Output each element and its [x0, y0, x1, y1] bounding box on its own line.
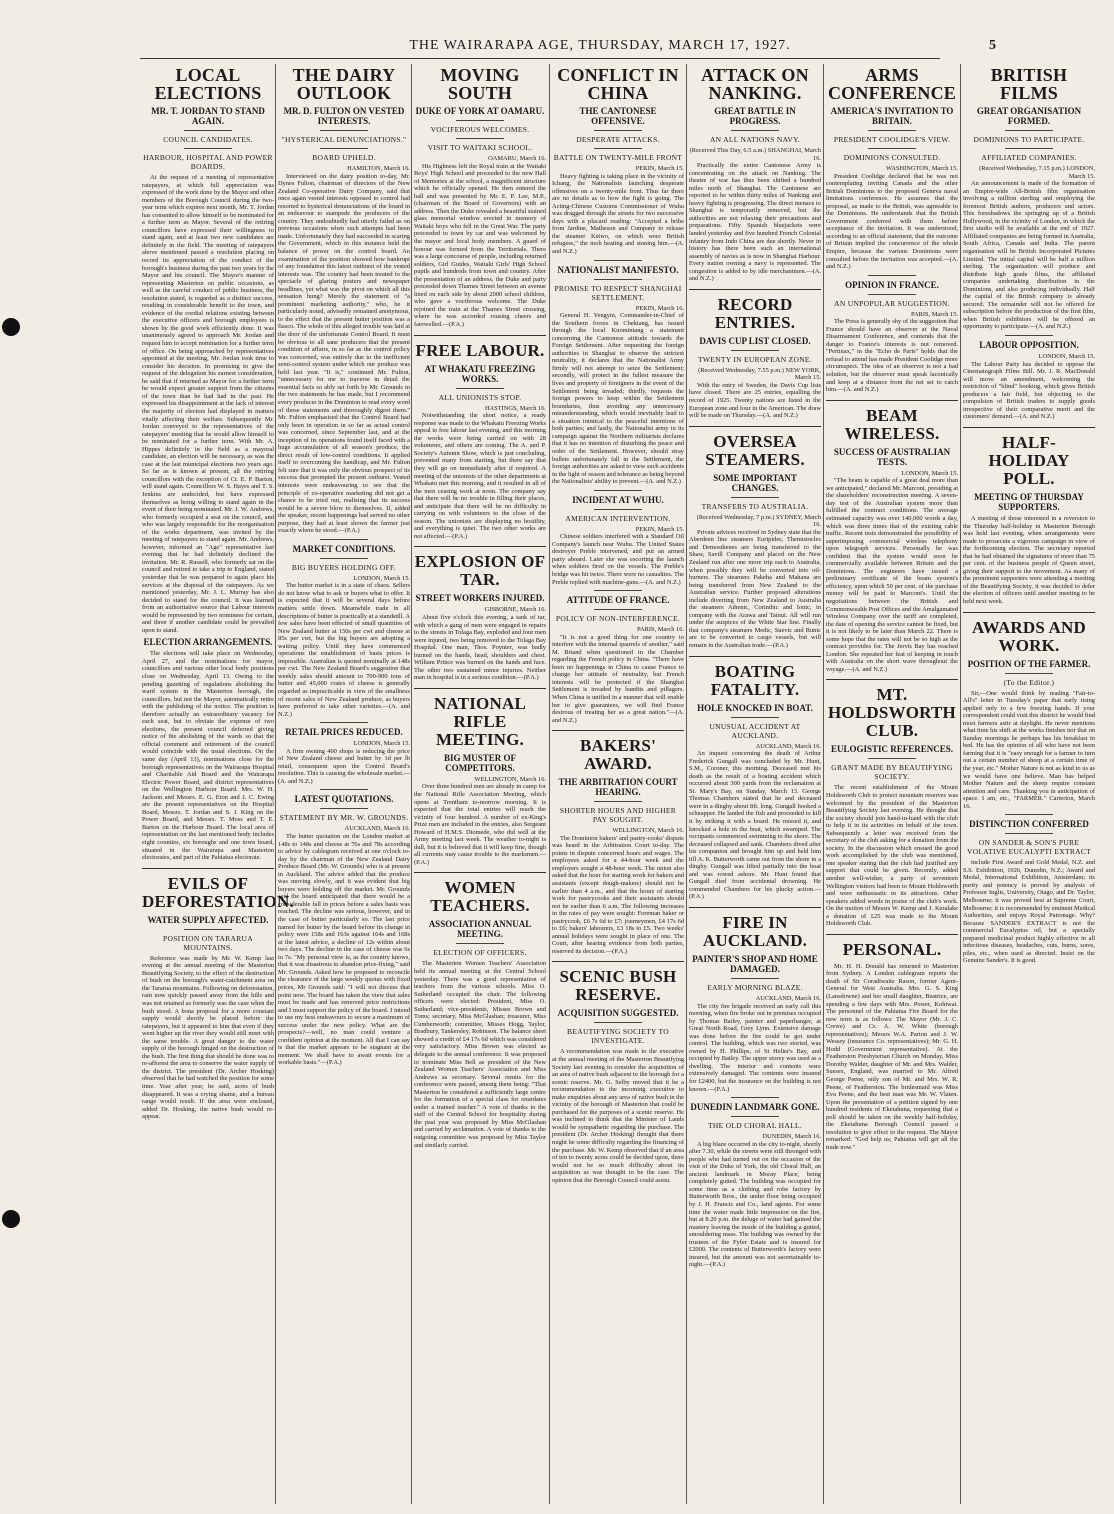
subheadline: DUKE OF YORK AT OAMARU. — [415, 106, 545, 116]
subheadline: "HYSTERICAL DENUNCIATIONS." — [281, 135, 407, 144]
subheadline: COUNCIL CANDIDATES. — [163, 135, 253, 144]
subhead-divider — [731, 497, 779, 498]
column-rule — [411, 64, 412, 1504]
article-body: Practically the entire Cantonese Army is concentrating on the attack on Nanking. The theatre of war has thus been shifted a hundred miles north of Shanghai. The Cantonese are reported to be within thirty miles of Nanking and heavy fighting is progressing. The direct menace to Shanghai is temporarily removed, but the authorities are not relaxing their precautions and preparations. Fifty Spanish bluejackets were landed yesterday and five hundred French Colonial infantry from Indo China are due shortly. Never in history has there been such an international assembly of navies as is now in Shanghai Harbour. Every nation owning a navy is represented. The congestion is added to by idle merchantmen.—(A. and N.Z.) — [689, 162, 821, 283]
subheadline: ELECTION ARRANGEMENTS. — [143, 637, 273, 648]
subheadline: TWENTY IN EUROPEAN ZONE. — [698, 354, 812, 364]
dateline: PARIS, March 15. — [911, 310, 958, 318]
subheadline: POSITION OF THE FARMER. — [967, 658, 1091, 669]
subhead-divider — [594, 148, 642, 149]
dateline: (Received Wednesday, 7 p.m.) SYDNEY, March 16. — [696, 513, 821, 529]
article-body: With the entry of Sweden, the Davis Cup lists have closed. There are 25 entries, equalling the record of 1925. Twenty nations are listed in the European zone and four in the American. The draw will be made on Thursday.—(A. and N.Z.) — [689, 381, 821, 420]
article — [689, 656, 821, 901]
subheadline: EARLY MORNING BLAZE. — [707, 983, 803, 992]
article-body: General H. Yengyin, Commander-in-Chief of the Southern forces in Chekiang, has issued through the local Kuomintang a statement concerning the Cantonese attitude towards the Foreign Settlement. After requesting the foreign authorities in Shanghai to observe the strictest neutrality, it declares that the Nationalist Army firmly will not attempt to seize the Settlement; secondly, will protect in the fullest measure the lives and property of foreigners in the event of the Settlement being invaded; thirdly, requests the foreign powers to keep within the Settlement boundaries, thus avoiding any unnecessary misunderstanding, which would inevitably lead to a situation inimical to the peaceful intentions of both parties; and lastly, the Nationalist army in its campaign against the Northern militarists declares that it has no intention of disturbing the peace and order of the Settlement. However, should stray bullets unfortunately fall in the Settlement, the foreign authorities are asked to view such accidents in the light of reason and tolerance as being beyond the Nationalists' ability to prevent.—(A. and N.Z.) — [552, 312, 684, 486]
subheadline: ATTITUDE OF FRANCE. — [566, 595, 670, 606]
article — [414, 335, 546, 541]
subheadline: SHORTER HOURS AND HIGHER PAY SOUGHT. — [559, 806, 677, 825]
article — [414, 688, 546, 867]
article-divider — [689, 907, 821, 908]
headline: AWARDS AND WORK. — [972, 617, 1086, 655]
dateline: (Received Wednesday, 7.55 p.m.) NEW YORK, March 15. — [698, 366, 821, 382]
article-body: The city fire brigade received an early call this morning, when fire broke out in premises occupied by Thomas Bailey, painter and paperhanger, at Great North Road, Grey Lynn. Extensive damage was done before the fire could be got under control. The building, which was two storied, was owned by H. Phillips, of St Helier's Bay, and occupied by Bailey. The upper storey was used as a dwelling. The interior and contents were extensively damaged. The contents were insured for £2400, but the insurance on the building is not known.—(P.A.) — [689, 1002, 821, 1093]
subheadline: EULOGISTIC REFERENCES. — [830, 744, 954, 755]
article — [552, 730, 684, 955]
article-body: A recommendation was made to the executive at the annual meeting of the Masterton Beautifying Society last evening to consider the acquisition of an area of native bush adjacent to the borough for a scenic reserve. Mr. G. Selby moved that it be a recommendation to the incoming executive to make enquiries about any area of native bush in the vicinity of the borough of Masterton that could be purchased for the purposes of a scenic reserve. He was inclined to think that the Minister of Lands would be sympathetic regarding the purchase. The president (Dr. Archer Hosking) thought that there might be some difficulty regarding the financing of the purchase. Mr. W. Kemp observed that if an area of ten to twenty acres could be decided upon, there would not be so much difficulty about its acquisition as was thought to be the case. The opinion that the Borough Council could assist. — [552, 1048, 684, 1184]
article — [552, 260, 684, 486]
dateline: AUCKLAND, March 16. — [755, 742, 821, 750]
article — [142, 66, 274, 862]
headline: ATTACK ON NANKING. — [701, 65, 809, 103]
subheadline: DOMINIONS CONSULTED. — [843, 153, 941, 162]
section-divider — [594, 260, 642, 261]
dateline: PEKIN, March 15. — [635, 525, 684, 533]
dateline: WASHINGTON, March 15. — [886, 165, 958, 172]
subhead-divider — [731, 978, 779, 979]
subhead-divider — [456, 388, 504, 389]
subheadline: THE ARBITRATION COURT HEARING. — [558, 777, 678, 798]
article-divider — [552, 730, 684, 731]
article — [826, 275, 958, 394]
subheadline: HOLE KNOCKED IN BOAT. — [697, 702, 813, 713]
subhead-divider — [184, 929, 232, 930]
dateline: HAMILTON, March 16. — [347, 165, 410, 172]
subhead-divider — [594, 1022, 642, 1023]
masthead — [0, 38, 1114, 60]
dateline: WELLINGTON, March 16. — [612, 827, 684, 835]
subheadline: ALL UNIONISTS STOP. — [438, 392, 522, 402]
subheadline: AFFILIATED COMPANIES. — [981, 153, 1077, 162]
subheadline: POSITION ON TARARUA MOUNTAINS. — [163, 933, 253, 952]
article — [963, 427, 1095, 606]
subheadline: BIG MUSTER OF COMPETITORS. — [443, 752, 516, 773]
article — [689, 426, 821, 650]
headline: BRITISH FILMS — [990, 65, 1068, 103]
article-body: Reference was made by Mr. W. Kemp last evening at the annual meeting of the Masterton Beautifying Society, to the effect of the destruction of bush on the borough's water-catchment area on the Tararua mountains. Following on deforestation, rain now quickly passed away from the hills and was not retained as formerly was the case when the bush stood. A bona proposal for a more constant supply would shortly be placed before the ratepayers, but it appeared to him that even if they went higher up the river they would still meet with the same trouble. A great danger to the water supply of the borough hinged on the destruction of the bush. The first thing that should be done was to re-afforest the area to conserve the water supply of the district. The president (Dr. Archer Hosking) observed that he had watched the position for some time. Year after year, he said, acres of bush disappeared. It was a crying shame, and a bureau range would result. If the area were enclosed, added Dr. Hosking, the native bush would re-appear. — [142, 954, 274, 1121]
headline: EXPLOSION OF TAR. — [414, 552, 546, 590]
subheadline: MEETING OF THURSDAY SUPPORTERS. — [974, 491, 1084, 512]
article-body: Interviewed on the dairy position to-day, Mr. Dynes Fulton, chairman of directors of the New Zealand Co-operative Dairy Company, said that once again vested interests opposed to control had resorted to hysterical denunciations of the board in an endeavour to stampede the producers of the country. They undoubtedly had utterly failed as on previous occasions when such attempts had been made. Unfortunately they had succeeded in scaring the Government, which in this instance held the balance of power on the control board. An examination of the position showed how bankrupt of any foundation this latest outburst of the vested interests was. The country had been treated to the spectacle of glaring posters and newspaper headlines, yet what was the pivot on which all this sensation hung? Merely the statement of "a prominent marketing authority," who, be it particularly noted, advisedly remained anonymous, to the effect that the present butter position was a fiasco. The whole of this alleged trouble was laid at the door of the unfortunate Control Board. It must be obvious to all sane producers that the present condition of affairs, in so far as the control policy was concerned, was entirely due to the inefficient semi-control system under which our produce was held last year. "It is," continued Mr. Fulton, "unnecessary for me to traverse in detail the essential facts so ably set forth by Mr. Grounds in the two statements he has made, but I recommend every producer in the Dominion to read every word of those statements and thoroughly digest them." Mr. Fulton emphasised that the Control Board had only been in operation in so far as actual control was concerned, since September last, and at the inception of its operations found itself faced with a huge accumulation of all season's produce, the direct result of low-control conditions. It applied itself to overcoming the handicap, and Mr. Fulton felt sure that it was only the obvious prospect of its success that prompted the present outburst. Vested interests were endeavouring to see that the principle of co-operative marketing did not get a chance to be tried out, realising that its success would be a severe blow to themselves. If, added the speaker, recent happenings had served no other purpose, they had at least shown the farmer just exactly where he stood.—(P.A.) — [278, 172, 410, 535]
subhead-divider — [320, 130, 368, 131]
dateline: WELLINGTON, March 16. — [474, 775, 546, 783]
article — [963, 612, 1095, 811]
subheadline: THE CANTONESE OFFENSIVE. — [579, 106, 657, 126]
article — [826, 400, 958, 674]
headline: ARMS CONFERENCE — [827, 65, 956, 103]
article-divider — [142, 868, 274, 869]
subheadline: DISTINCTION CONFERRED — [969, 819, 1089, 830]
section-divider — [1005, 814, 1053, 815]
article — [414, 872, 546, 1149]
subhead-divider — [1005, 148, 1053, 149]
article-body: The elections will take place on Wednesday, April 27, and the nominations for mayor, councillors and various other local body positions close on Wednesday, April 13. Owing to the pending gazetting of regulations abolishing the ward system in the Masterton borough, the councillors, but not the Mayor, automatically retire with the publishing of the notice. The position is therefore actually an extraordinary vacancy for each seat, but to obviate the expense of two elections, the present council deferred giving notice of the abolishing of the wards so that the official comment and retirement of the council would coincide with the usual elections. On the same day (April 13), nominations close for the borough representatives on the Wairarapa Hospital and Charitable Aid Board and the Wairarapa Electric Power Board, and district representatives on the Wellington Harbour Board. Mrs. W. H. Jackson and Messrs. E. G. Eton and J. C. Ewing are the present representatives on the Hospital Board, Messrs. T. Jordan and S. J. King on the Power Board, and Messrs. T. Moss and T. E. Barton on the Harbour Board. The local area of representation on the last mentioned body includes eight counties, six boroughs and one town board, situated in the Wairarapa and Masterton electorates, and part of the Pahiatua electorate. — [142, 650, 274, 862]
binding-hole — [2, 318, 20, 336]
subhead-divider — [731, 350, 779, 351]
section-divider — [731, 1097, 779, 1098]
column-4 — [552, 64, 684, 1508]
section-divider — [594, 590, 642, 591]
masthead-title: THE WAIRARAPA AGE, THURSDAY, MARCH 17, 1927. — [409, 38, 791, 53]
subheadline: GREAT ORGANISATION FORMED. — [976, 106, 1082, 126]
article-body: The butter quotation on the London market at 148s to 148s and cheese at 76s and 78s according to advice by cablegram received at one o'clock to-day by the chairman of the New Zealand Dairy Produce Board (Mr. W. Grounds) who is at present in Auckland. The advice added that the produce was moving slowly, and it was evident that big buyers were holding off the market. Mr. Grounds said the board anticipated that there would be a considerable fall in prices before a sales basis was reached. The decline was serious, however, and in the case of butter particularly so. The last price named for butter by the board before its change in policy were 158s and 163s against 164s and 168s at the latest advice, a decline of 12s within about two days. The decline in the case of cheese was 6s to 7s. "My personal view is, as the country knows, that it was disastrous to abandon price-fixing," said Mr. Grounds. Asked how he proposed to reconcile the clearance of the large weekly quotas with fixed prices, Mr Grounds said: "I will not discuss that point now. The board has taken the view that sales must be made and has removed price restrictions and I must support the policy of the board. I intend to use my best endeavours to secure a maximum of success under the new policy. What are the prospects?—well, no man could venture a confident opinion at the moment. All that I can say is that the market appears to be stagnant at the moment. We shall have to await events for a workable basis."—(P.A.) — [278, 833, 410, 1067]
column-rule — [686, 64, 687, 1504]
subheadline: (To the Editor.) — [1003, 677, 1055, 687]
headline: FIRE IN AUCKLAND. — [702, 913, 808, 950]
article — [552, 490, 684, 586]
subhead-divider — [594, 279, 642, 280]
subheadline: BOARD UPHELD. — [312, 153, 376, 162]
headline: MOVING SOUTH — [440, 65, 520, 103]
headline: RECORD ENTRIES. — [714, 294, 796, 332]
subheadline: MR. D. FULTON ON VESTED INTERESTS. — [283, 106, 405, 126]
headline: LOCAL ELECTIONS — [154, 65, 262, 103]
article-divider — [552, 961, 684, 962]
binding-hole — [2, 1210, 20, 1228]
subheadline: AN UNPOPULAR SUGGESTION. — [834, 298, 950, 308]
article-divider — [689, 426, 821, 427]
article — [689, 66, 821, 283]
subheadline: ON SANDER & SON'S PURE VOLATIVE EUCALYPTI EXTRACT — [966, 838, 1092, 857]
article — [826, 66, 958, 271]
subheadline: AMERICA'S INVITATION TO BRITAIN. — [830, 106, 954, 126]
article-divider — [689, 656, 821, 657]
article — [414, 546, 546, 681]
column-6 — [826, 64, 958, 1508]
article-body: include First Award and Gold Medal, N.Z. and S.S. Exhibition, 1926, Dunedin, N.Z.; Award and Medal, International Exhibition, Amsterdam; its purity and potency is proved by analysis of Professor Inglis, University, Otago, and Dr. Taylor, Melbourne; it was proved best at Supreme Court, Melbourne; it is recommended by eminent Medical Authorities, and enjoys Royal Patronage. Why? Because SANDER'S EXTRACT is not the commercial Eucalyptus oil, but a specially prepared medicinal product highly effective in all infectious diseases, headaches, cuts, burns, sores, piles, etc., when used as directed. Insist on the Genuine Sander's. It is good. — [963, 859, 1095, 965]
subhead-divider — [456, 138, 504, 139]
column-7 — [963, 64, 1095, 1508]
subheadline: LABOUR OPPOSITION. — [979, 340, 1079, 351]
headline: NATIONAL RIFLE MEETING. — [434, 693, 526, 749]
masthead-rule — [140, 58, 940, 59]
subheadline: THE OLD CHORAL HALL. — [707, 1121, 803, 1131]
subhead-divider — [594, 609, 642, 610]
headline: MT. HOLDSWORTH CLUB. — [828, 685, 956, 741]
subheadline: MR. T. JORDAN TO STAND AGAIN. — [151, 106, 265, 126]
subhead-divider — [594, 130, 642, 131]
subheadline: SUCCESS OF AUSTRALIAN TESTS. — [833, 446, 951, 467]
article-body: The Masterton Women Teachers' Association held its annual meeting at the Central School yesterday. There was a good representation of teachers from the various schools. Miss O. Sutherland occupied the chair. The following officers were elected: President, Miss O. Sutherland; vice-presidents, Misses Brown and Toms; secretary, Miss McGlashan; treasurer, Miss Cumberworth; committee, Misses Hogg, Taylor, Bradbury, Tankersley, Robinson. The balance sheet showed a credit of £4 17s 6d which was considered very satisfactory. Miss Brown was elected as delegate to the annual conference. It was proposed to nominate Miss Bell as president of the New Zealand Women Teachers' Association and Miss Andrews as secretary. Several remits for the conference were passed, among them being: "That Masterton be considered a sufficiently large centre for the formation of a special class for retardates under a trained teacher." A vote of thanks to the staff of the Central School for hospitality during the past year was proposed by Miss McGlashan and carried by acclamation. A vote of thanks to the outgoing committee was proposed by Miss Taylor and similarly carried. — [414, 960, 546, 1149]
subhead-divider — [594, 801, 642, 802]
article — [414, 66, 546, 329]
dateline: DUNEDIN, March 16. — [762, 1133, 821, 1141]
headline: WOMEN TEACHERS. — [430, 878, 530, 916]
article — [552, 66, 684, 256]
article-body: An announcement is made of the formation of an Empire-wide All-British film organisation involving a million sterling and employing the foremost British authors, producers and actors. This foreshadows the springing up of a British Hollywood, in the vicinity of London, in which the first studio will be available at the end of 1927. Affiliated companies are being formed in Australia, South Africa, Canada and India. The parent organisation will be British Incorporated Pictures Limited. The initial capital will be half a million sterling. The organisation will produce and distribute high grade films, the affiliated companies undertaking distribution in the Dominions, and also producing individually. Half the capital of the British company is already secured. The remainder will not be offered for subscription before the production of the first film, when British exhibitors will be offered an opportunity to participate.—(A. and N.Z.) — [963, 180, 1095, 331]
page-number: 5 — [989, 38, 996, 53]
article — [142, 868, 294, 1121]
article — [826, 934, 958, 1152]
subheadline: DESPERATE ATTACKS. — [576, 135, 660, 144]
headline: FREE LABOUR. — [415, 340, 545, 360]
subheadline: POLICY OF NON-INTERFERENCE. — [555, 614, 681, 624]
article-divider — [826, 934, 958, 935]
article-divider — [826, 679, 958, 680]
subhead-divider — [184, 130, 232, 131]
article-body: The Dominion bakers' and pastry-cooks' dispute was heard in the Arbitration Court to-day. The points in dispute concerned hours and wages. The employees asked for a 44-hour week and the employers sought a 48-hour week. The union also asked that the hour for starting work for bakers and assistants (except dough-makers) should not be earlier than 4 a.m., and that the hours of starting work for pastrycooks and their assistants should not be earlier than 6 a.m. The following increases in the rates of pay were sought: Foreman baker or pastrycook, £6 7s 6d to £7; journeymen, £4 17s 6d to £6; bakers' labourers, £3 18s to £5. Two weeks' annual holidays were sought in place of one. The Court, after hearing evidence from both parties, reserved its decision.—(P.A.) — [552, 834, 684, 955]
subhead-divider — [456, 943, 504, 944]
article-divider — [414, 546, 546, 547]
article — [963, 814, 1095, 965]
subhead-divider — [731, 130, 779, 131]
article — [689, 907, 821, 1093]
subheadline: BATTLE ON TWENTY-MILE FRONT — [553, 153, 683, 162]
subhead-divider — [1005, 673, 1053, 674]
subhead-divider — [731, 717, 779, 718]
article-body: A big blaze occurred in the city to-night, shortly after 7.30, while the streets were still thronged with people who had turned out on the occasion of the visit of the Duke of York, the old Choral Hall, an ancient landmark in Moray Place, being completely gutted. The building was occupied for some time as a clothing and robe factory by Butterworth Bros., the under floor being occupied by J. H. Francis and Co., land agents. For some time the water made little impression on the fire, but at 8.20 p.m. the deluge of water had gained the mastery leaving the inside of the building a gutted, smouldering mass. The building was owned by the trustees of the Fyfer Estate and is insured for £2000. The contents of Butterworth's factory were insured, but the amount was not ascertainable to-night.—(P.A.) — [689, 1140, 821, 1269]
column-1 — [142, 64, 294, 1508]
subheadline: RETAIL PRICES REDUCED. — [285, 727, 403, 738]
column-2 — [278, 64, 410, 1508]
section-divider — [320, 539, 368, 540]
dateline: (Received Wednesday, 7.15 p.m.) LONDON, March 15. — [979, 165, 1095, 180]
headline: OVERSEA STEAMERS. — [705, 431, 805, 469]
article-body: Over three hundred men are already in camp for the National Rifle Association Meeting, which opens at Trentham to-morrow morning. It is expected that the total entries will reach the vicinity of four hundred. A number of ex-King's Prize men are included in the entries, also Sergeant Howard of H.M.S. Diomede, who did well at the Army meeting last week. The weather to-night is dull, but it is believed that it will keep fine, though all currents may cause trouble to the marksmen.—(P.A.) — [414, 783, 546, 866]
article-divider — [963, 612, 1095, 613]
article-body: Private advices received in Sydney state that the Aberdeen line steamers Euripides, Themistocles and Demosthenes are being transferred to the Shaw, Savill Company and placed on the New Zealand run after one more trip each to Australia, when possibly they will be converted into oil-burners. The steamers Pakeha and Mahana are being transferred from New Zealand to the Australian service. Further proposed alterations include diverting from New Zealand to Australia the steamers Athenic, Corinthic and Ionic, in company with the Arawa and Tainui. All will run under the auspices of the White Star line. Finally that company's steamers Medic, Suevic and Runic are to be converted to cargo vessels, but will remain in the Australian trade.—(P.A.) — [689, 528, 821, 649]
headline: SCENIC BUSH RESERVE. — [559, 967, 677, 1005]
subhead-divider — [456, 120, 504, 121]
subhead-divider — [320, 558, 368, 559]
subheadline: AT WHAKATU FREEZING WORKS. — [424, 363, 536, 384]
subheadline: ELECTION OF OFFICERS. — [433, 948, 527, 958]
dateline: LONDON, March 15. — [353, 740, 410, 748]
subheadline: STATEMENT BY MR. W. GROUNDS. — [279, 813, 409, 823]
subheadline: AN ALL NATIONS NAVY. — [709, 135, 801, 144]
dateline: PEKIN, March 15. — [635, 165, 684, 172]
subheadline: VISIT TO WAITAKI SCHOOL. — [427, 143, 533, 152]
article-divider — [963, 427, 1095, 428]
subheadline: UNUSUAL ACCIDENT AT AUCKLAND. — [709, 721, 801, 740]
column-3 — [414, 64, 546, 1508]
dateline: AUCKLAND, March 16. — [755, 995, 821, 1002]
article-body: "The beam is capable of a great deal more than we anticipated," declared Mr. Marconi, presiding at the shareholders' reconstruction meeting. A seven-day test of the Australian system more than fulfilled the contract conditions. The average estimated capacity was over 140,000 words a day, which was three times that of the existing cable traffic. Recent tests demonstrated the possibility of superimposing commercial wireless telephony upon telegraph services. Personally he was confident that the system would soon be commercially available between Britain and the Dominions. The engineers have issued a preliminary certificate of the beam system's efficiency, upon which 50 per cent. of the purchase money will be paid to Marconi's. Until the negotiations between the British and Commonwealth Post Offices and the Amalgamated Wireless Company over the tariff are completed, the date of opening the service cannot be fixed, but it is not likely to be later than March 22. There is some hope that the rates will not be so high as the contract provides for. The Jervis Bay has reached London. She repeated her feat of keeping in touch with Australia on the short wave throughout the voyage.—(A. and N.Z.) — [826, 477, 958, 673]
dateline: LONDON, March 15. — [1038, 353, 1095, 361]
subheadline: LATEST QUOTATIONS. — [294, 794, 394, 805]
dateline: HASTINGS, March 16. — [484, 404, 546, 412]
article-body: Heavy fighting is taking place in the vicinity of Ichang, the Nationalists launching desperate offensives on a twenty-mile front. Thus far there are no details as to how the fight is going. The Acting-Chinese Customs Commissioner of Wuhu was dragged through the streets for two successive days with a placard reading: "Accepted a bribe from Jardine, Matheson and Company to release the steamer Ketwo, on which were British refugees," the mob beating and stoning him.—(A. and N.Z.) — [552, 172, 684, 256]
headline: EVILS OF DEFORESTATION. — [142, 873, 294, 911]
article-divider — [826, 400, 958, 401]
article — [826, 679, 958, 927]
article-divider — [414, 335, 546, 336]
article-divider — [689, 289, 821, 290]
dateline: AUCKLAND, March 16. — [344, 825, 410, 833]
headline: BEAM WIRELESS. — [844, 405, 940, 443]
subheadline: SOME IMPORTANT CHANGES. — [713, 472, 797, 493]
dateline: LONDON, March 15. — [901, 469, 958, 477]
dateline: OAMARU, March 16. — [488, 155, 546, 162]
article-body: President Coolidge declared that he was not contemplating inviting Canada and the other British Dominions to the proposed Geneva naval limitations conference. He assumes that the proposal, as made to the British, was agreeable to the Dominions. He understands that the British Government conferred with them before acceptance of the invitation. It was understood, according to an official statement, that the outcome of Britain implied the concurrence of the whole Empire, because the various Dominions were consulted before the invitation was accepted.—(A. and N.Z.) — [826, 172, 958, 271]
subhead-divider — [1005, 130, 1053, 131]
article — [689, 1097, 821, 1269]
headline: BOATING FATALITY. — [710, 661, 800, 699]
article — [689, 289, 821, 420]
article-body: The Labour Party has decided to oppose the Cinematograph Films Bill. Mr. J. R. MacDonald will move an amendment, welcoming the restriction of "blind" booking, which gives British producers a fair field, but objecting to the compulsion of British traders to supply goods irrespective of their comparative merit and the customers' demand.—(A. and N.Z.) — [963, 360, 1095, 421]
column-5 — [689, 64, 821, 1508]
article-body: "It is not a good thing for one country to interfere with the internal quarrels of another," said M. Briand when questioned in the Chamber regarding the French policy in China. "There have been no happenings in China to cause France to change her attitude of neutrality, but French interests will be protected if the Shanghai Settlement is invaded by bandits and pillagers. When China is unified in a manner that will enable her to give guarantees, we will find France desirous of treating her as a great nation."—(A. and N.Z.) — [552, 633, 684, 724]
section-divider — [1005, 335, 1053, 336]
article-body: About five o'clock this evening, a tank of tar, with which a gang of men were engaged in repairs to the streets in Tolaga Bay, exploded and four men were injured, two being removed to the Tolaga Bay Hospital. One man, Thos. Poynter, was badly burned on the hands, head, shoulders and chest. William Prince was burned on the hands and face. The other two sustained minor injuries. Neither man in hospital is in a serious condition.—(P.A.) — [414, 613, 546, 682]
article-body: Sir,—One would think by reading "Fair-to-All's" letter in Tuesday's paper that early rising applied only to a few freezing hands. If your correspondent could visit this district he would find most farmers astir at daylight. He never mentions what time his shift at the works finishes nor that on Sunday mornings he perhaps has his breakfast in bed. He has the opinion of all who have not been farming that it is "easy enough for a farmer to turn out a certain number of sheep at a certain time of the year, etc." Mother Nature is not as kind to us as we would have one believe. Man has helped Mother Nature and the sheep require constant attention and care. Thanking you in anticipation of space. I am, etc., "FARMER." Carterton, March 16. — [963, 689, 1095, 810]
article-body: The recent establishment of the Mount Holdsworth Club to protect mountain reserves was welcomed by the president of the Masterton Beautifying Society last evening. He thought that the society should join hand-in-hand with the club to help it in its activities on behalf of the town. Subsequently a letter was received from the secretary of the club asking for a donation from the society. In the discussion which ensued the good work accomplished by the club was mentioned, one speaker stating that the club had justified any support that could be given. Recently, added another well-wisher, a party of seventeen Wellington visitors had been to Mount Holdsworth and were enthusiastic in its attractions. Other speakers added words in praise of the club's work. On the motion of Messrs W. Kemp and J. Keralake a donation of £25 was made to the Mount Holdsworth Club. — [826, 784, 958, 928]
article-divider — [414, 688, 546, 689]
subheadline: GRANT MADE BY BEAUTIFYING SOCIETY. — [831, 763, 953, 782]
column-rule — [960, 64, 961, 1504]
article-body: Notwithstanding the short notice, a ready response was made to the Whakatu Freezing Works appeal to free labour last evening, and this morning the works were being carried on with 28 volunteers, and others are coming. The A. and P. Society's Autumn Show, which is just concluding, prevented many from starting, but there say that they will go on immediately after if required. A meeting of the unionists of the other departments at Whakatu met this morning, and it resulted in all of the men ceasing work at noon. The company say that there will be no trouble in filling their places, and anticipate that there will be no difficulty in carrying on with volunteers to the close of the season. The unionists are displaying no hostility, and everything is quiet. The two other works are not affected.—(P.A.) — [414, 412, 546, 540]
article-body: Mr. H. H. Donald has returned to Masterton from Sydney. A London cablegram reports the death of Sir Coradiwaite Rason, former Agent-General for West Australia. Mrs. G. S. King (Lansdowne) and her small daughter, Beatrice, are spending a few days with Mrs. Power, Kohiwai. The personnel of the Pahiatua Fire Board for the new term is as follows: The Mayor (Mr. J. C. Crewe) and Cr. A. W. White (borough representatives); Messrs W.A. Parton and J. W. Wessey (insurance Co. representatives); Mr. G. H. Hodd (Government representative). At the Featherston Presbyterian Church on Monday, Miss Dorothy Walder, daughter of Mr. and Mrs. Walder, Sussex, England, was married to Mr. Alfred George Peene, only son of Mr. and Mrs. W. R. Peene, of Featherston. The bridesmaid was Miss Eva Peene, and the best man was Mr. W. Vlaten. Upon the presentation of a petition signed by one hundred residents of Eketahuna, requesting that a poll should be taken on the weekly half-holiday, the Eketahuna Borough Council passed a resolution to give effect to the request. The Mayor remarked: "God help us; Pahiatua will get all the trade now." — [826, 962, 958, 1151]
article — [963, 66, 1095, 331]
subheadline: HARBOUR, HOSPITAL AND POWER BOARDS. — [143, 153, 273, 171]
subheadline: DOMINIONS TO PARTICIPATE. — [973, 135, 1085, 144]
subhead-divider — [868, 758, 916, 759]
article — [552, 590, 684, 724]
article-body: The Press is generally shy of the suggestion that France should have an observer at the Naval Disarmament Conference, and contends that the danger to France's interests is not removed. "Pertinax," in the "Echo de Paris" holds that the refusal to attend has made President Coolidge more circumspect. The idea of an observer is not a bad solution, but the observer must speak laconically and keep at a distance from the net set to catch him.—(A. and N.Z.) — [826, 318, 958, 394]
article — [278, 539, 410, 718]
article — [963, 335, 1095, 421]
headline: CONFLICT IN CHINA — [557, 65, 679, 103]
subhead-divider — [868, 148, 916, 149]
column-rule — [275, 64, 276, 1504]
article-body: An inquest concerning the death of Arthur Frederick Gungall was concluded by Mr. Hunt, S.M., Coroner, this morning. Deceased met his death as the result of a boating accident which occurred about 300 yards from the reclamation at St. Mary's Bay, on Sunday, March 13. George Thomas Chambers stated that he and deceased were in a dinghy about 8ft. long. Gungall hooked a schnapper. He landed the fish and proceeded to kill it by striking it with a board. He missed it, and knocked a hole in the boat, which swamped. The occupants commenced swimming to the shore. The deceased collapsed and sank. Chambers dived after his companion and brought him up and held him till A. K. Butterworth came out from the shore in a dinghy. Gungall was lifted partially into the boat and was rowed ashore. Mr. Hunt found that Gungall died from accidental drowning. He commended Chambers for his plucky action.—(P.A.) — [689, 750, 821, 901]
subheadline: TRANSFERS TO AUSTRALIA. — [701, 501, 809, 511]
article-body: The butter market is in a state of chaos. Sellers do not know what to ask or buyers what to offer. It is expected that it will be several days before matters settle down. Meanwhile trade in all descriptions of butter is practically at a standstill. A few sales have been effected of small quantities of New Zealand butter at 150s per cwt and cheese at 85s per cwt, but the big buyers are adopting a waiting policy. Until they have commenced operations the establishment of basis prices is impossible. Australian is quoted nominally at 148s per cwt. The New Zealand Board's suggestion that weekly sales should amount to 700-900 tons of butter and 45,000 crates of cheese is generally regarded as impracticable in view of the smallness of recent sales of New Zealand produce, as buyers have preferred to take other varieties.—(A. and N.Z.) — [278, 582, 410, 718]
headline: THE DAIRY OUTLOOK — [292, 65, 396, 103]
subhead-divider — [594, 509, 642, 510]
subheadline: WATER SUPPLY AFFECTED. — [147, 914, 269, 925]
article — [278, 789, 410, 1067]
subheadline: MARKET CONDITIONS. — [292, 543, 396, 554]
article-body: Chinese soldiers interfered with a Standard Oil Company's launch near Wuhu. The United States destroyer Preble intervened, and put an armed party aboard. Later she was escorting the launch when soldiers fired on the vessels. The Preble's bridge was hit twice. There were no casualties. The Preble replied with machine-guns.—(A. and N.Z.) — [552, 533, 684, 586]
subheadline: VOCIFEROUS WELCOMES. — [430, 125, 530, 134]
subheadline: STREET WORKERS INJURED. — [415, 593, 545, 604]
column-rule — [823, 64, 824, 1504]
dateline: LONDON, March 15. — [353, 574, 410, 582]
article-body: A firm owning 400 shops is reducing the price of New Zealand cheese and butter by 1d per lb retail, consequent upon the Control Board's resolution. This is causing the wholesale market.—(A. and N.Z.) — [278, 747, 410, 785]
article-body: His Highness left the Royal train at the Waitaki Boys' High School and proceeded to the new Hall of Memories at the school, a magnificent structure which he officially opened. He then entered the hall and was presented by Mr. E. P. Lee, M.P., (chairman of the Board of Governors) with an address. Then the Duke revealed a beautiful stained glass memorial window erected in memory of Waitaki boys who fell in the Great War. The party proceeded to town by car and was welcomed by the mayor and local body members. A guard of honour was formed from the Territorials. There was a large concourse of people, including returned soldiers, Girl Guides, Waitaki Girls' High School pupils and hundreds from town and country. After the presentation of an address, the Duke and party proceeded down Thames Street between an avenue lined on each side by about 2000 school children, who gave a vociferous welcome. The Duke rejoined the train at the Thames Street crossing, where he was accorded rousing cheers and farewelled.—(P.A.) — [414, 162, 546, 329]
subhead-divider — [320, 808, 368, 809]
subheadline: PAINTER'S SHOP AND HOME DAMAGED. — [692, 954, 818, 974]
subhead-divider — [868, 294, 916, 295]
dateline: PEKIN, March 16. — [635, 304, 684, 312]
article-divider — [414, 872, 546, 873]
subheadline: PRESIDENT COOLIDGE'S VIEW. — [833, 135, 951, 144]
article-body: At the request of a meeting of representative ratepayers, at which full appreciation was expressed of the work done by the Mayor and other members of the Borough Council during the two-year term which expires next month, Mr. T. Jordan has consented to allow himself to be nominated for a further term as Mayor. Several of the retiring councillors have expressed their willingness to stand again, and at least two new candidates are definitely in the field. The meeting of ratepayers above mentioned passed a resolution placing on record its appreciation of the conduct of the borough's business during the past two years by the Mayor and his council. The Mayor's manner of representing Masterton on public occasions, as well as the careful conduct of public business, the resolution stated, is regarded as a distinct success, resulting in considerable benefit to the town, and evidence of the cordial relations existing between the executive officers and borough employees is shown by the good work efficiently done. It was unanimously agreed to approach Mr. Jordan and request him to accept nomination for a further term of office. On being approached by representatives appointed at the meeting, Mr. Jordan took time to consider his decision. In promising to give the request of the delegation his earnest consideration, he said that if returned as Mayor for a further term he would expect greater support from the citizens of the town than he had had in the past. He expressed his disappointment at the lack of interest the majority of electors had displayed in matters vitally affecting their welfare. Subsequently Mr. Jordan conveyed to the representatives of the ratepayers' meeting that he would allow himself to be nominated for a further term. With Mr. A. Hippes definitely in the field as a mayoral candidate, an election will be necessary, as was the case at the last municipal elections two years ago. So far as is known at present, all the retiring councillors with the exception of Cr. E. P. Barton, will stand again. Councillors W. S. Hayes and T. S. Jenkins are undecided, but have expressed themselves as being willing to stand again in the event of their being nominated. Mr. J. W. Andrews, who formerly occupied a seat on the council, and who was largely responsible for the reorganisation of the works department, was invited by the meeting of ratepayers to stand again. Mr. Andrews, however, informed an "Age" representative last evening that he had definitely declined the invitation. Mr. R. Russell, who formerly sat on the council and retired to take a trip to England, stated yesterday that he was prepared to again place his services at the disposal of the ratepayers. As we mentioned yesterday, Mr. J. L. Murray has also decided to stand for the council. It was learned from an authoritative source that Labour interests would be represented by two nominees for certain, and three if another candidate could be prevailed upon to stand. — [142, 174, 274, 634]
dateline: GISBORNE, March 16. — [484, 606, 546, 614]
headline: BAKERS' AWARD. — [579, 736, 657, 774]
subheadline: GREAT BATTLE IN PROGRESS. — [714, 106, 796, 126]
dateline: PARIS, March 16. — [637, 626, 684, 634]
subhead-divider — [184, 148, 232, 149]
subheadline: BIG BUYERS HOLDING OFF. — [291, 562, 397, 572]
article-body: A meeting of those interested in a reversion to the Thursday half-holiday in Masterton Borough was held last evening, when arrangements were made to prosecute a vigorous campaign in view of the forthcoming election. The secretary reported that he had obtained the signatures of more than 75 per cent. of the business people of Queen street, giving their support to the movement. As many of the prominent supporters were attending a meeting of the Beautifying Society, it was decided to defer the election of officers until another meeting to be held next week. — [963, 514, 1095, 605]
subhead-divider — [868, 130, 916, 131]
section-divider — [594, 490, 642, 491]
subhead-divider — [731, 1116, 779, 1117]
headline: HALF-HOLIDAY POLL. — [988, 432, 1070, 488]
section-divider — [320, 722, 368, 723]
subheadline: DAVIS CUP LIST CLOSED. — [699, 335, 811, 346]
subheadline: INCIDENT AT WUHU. — [572, 494, 664, 505]
section-divider — [868, 275, 916, 276]
section-divider — [320, 789, 368, 790]
column-rule — [549, 64, 550, 1504]
subheadline: DUNEDIN LANDMARK GONE. — [690, 1102, 820, 1113]
subheadline: BEAUTIFYING SOCIETY TO INVESTIGATE. — [567, 1027, 669, 1046]
subheadline: ASSOCIATION ANNUAL MEETING. — [428, 919, 532, 940]
subheadline: PROMISE TO RESPECT SHANGHAI SETTLEMENT. — [554, 283, 682, 302]
subheadline: ACQUISITION SUGGESTED. — [557, 1008, 679, 1019]
headline: PERSONAL. — [842, 939, 942, 959]
subheadline: NATIONALIST MANIFESTO. — [557, 264, 679, 275]
subhead-divider — [1005, 833, 1053, 834]
subhead-divider — [320, 148, 368, 149]
subheadline: AMERICAN INTERVENTION. — [565, 513, 671, 523]
subheadline: OPINION IN FRANCE. — [845, 279, 939, 290]
article — [278, 66, 410, 535]
article — [278, 722, 410, 785]
dateline: (Received This Day, 6.5 a.m.) SHANGHAI, March 16. — [689, 147, 821, 162]
article — [552, 961, 684, 1184]
